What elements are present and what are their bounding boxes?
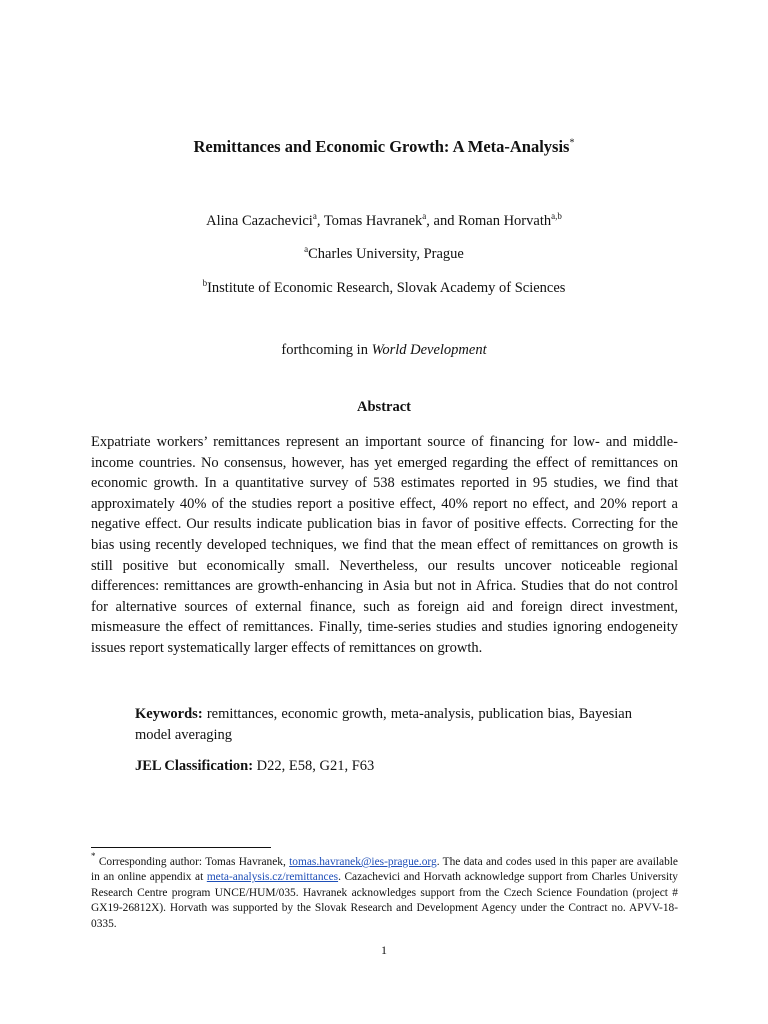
author-name: Roman Horvath — [458, 213, 552, 229]
publication-prefix: forthcoming in — [281, 342, 372, 358]
online-appendix-link[interactable]: meta-analysis.cz/remittances — [206, 871, 339, 884]
abstract-text: Expatriate workers’ remittances represent an important source of financing for low- and middle-income countries. No consensus, however, has yet emerged regarding the effect of remittances on economic growth. In a quantitative survey of 538 estimates reported in 95 studies, we find that approximately 40% of the studies report a positive effect, 40% report no effect, and 20% report a negative effect. Our results indicate publication bias in favor of positive effects. Correcting for the bias using recently developed techniques, we find that the mean effect of remittances on growth is still positive but economically small. Nevertheless, our results uncover noticeable regional differences: remittances are growth-enhancing in Asia but not in Africa. Studies that do not control for alternative sources of external finance, such as foreign aid and foreign direct investment, mismeasure the effect of remittances. Finally, time-series studies and studies ignoring endogeneity issues report systematically larger effects of remittances on growth. — [91, 434, 678, 656]
author-affiliation-mark: a — [312, 211, 317, 221]
footnote-divider — [91, 847, 271, 848]
affiliation-mark: a — [304, 244, 309, 254]
keywords-label: Keywords: — [135, 706, 203, 722]
keywords — [135, 704, 632, 746]
author-separator: , and — [426, 213, 459, 229]
footnote-text-1: Corresponding author: Tomas Havranek, — [98, 856, 290, 868]
affiliation-slovak-academy — [0, 280, 768, 297]
footnote — [91, 851, 679, 932]
journal-name: World Development — [371, 342, 487, 358]
affiliation-mark: b — [202, 278, 208, 288]
abstract-heading: Abstract — [357, 399, 411, 415]
footnote-text-3: . Cazachevici and Horvath acknowledge support from Charles University Research Centre program UNCE/HUM/035. Havranek acknowledges support from the Czech Science Foundation (project # GX19-26812X). Horvath was supported by the Slovak Research and Development Agency under the Contract no. APVV-18-0335. — [91, 871, 679, 930]
page-number: 1 — [381, 943, 387, 957]
title-footnote-mark: * — [569, 137, 575, 149]
affiliation-charles-university — [0, 246, 768, 263]
author-name: Tomas Havranek — [323, 213, 423, 229]
publication-note — [0, 342, 768, 359]
author-list — [0, 213, 768, 230]
affiliation-text: Charles University, Prague — [308, 246, 464, 262]
author-affiliation-mark: a,b — [551, 211, 562, 221]
footnote-text-2: . The data and codes used in this paper are available in an online appendix at — [91, 856, 678, 884]
paper-title — [0, 137, 768, 157]
jel-codes: D22, E58, G21, F63 — [256, 758, 375, 774]
jel-label: JEL Classification: — [135, 758, 254, 774]
corresponding-email-link[interactable]: tomas.havranek@ies-prague.org — [289, 856, 437, 868]
keywords-text: remittances, economic growth, meta-analysis, publication bias, Bayesian model averaging — [135, 706, 632, 743]
author-separator: , — [316, 213, 324, 229]
jel-classification — [135, 758, 632, 775]
author-name: Alina Cazachevici — [206, 213, 313, 229]
footnote-mark: * — [91, 851, 96, 861]
author-affiliation-mark: a — [422, 211, 427, 221]
affiliation-text: Institute of Economic Research, Slovak Academy of Sciences — [207, 280, 566, 296]
title-text: Remittances and Economic Growth: A Meta-Analysis — [193, 137, 570, 156]
